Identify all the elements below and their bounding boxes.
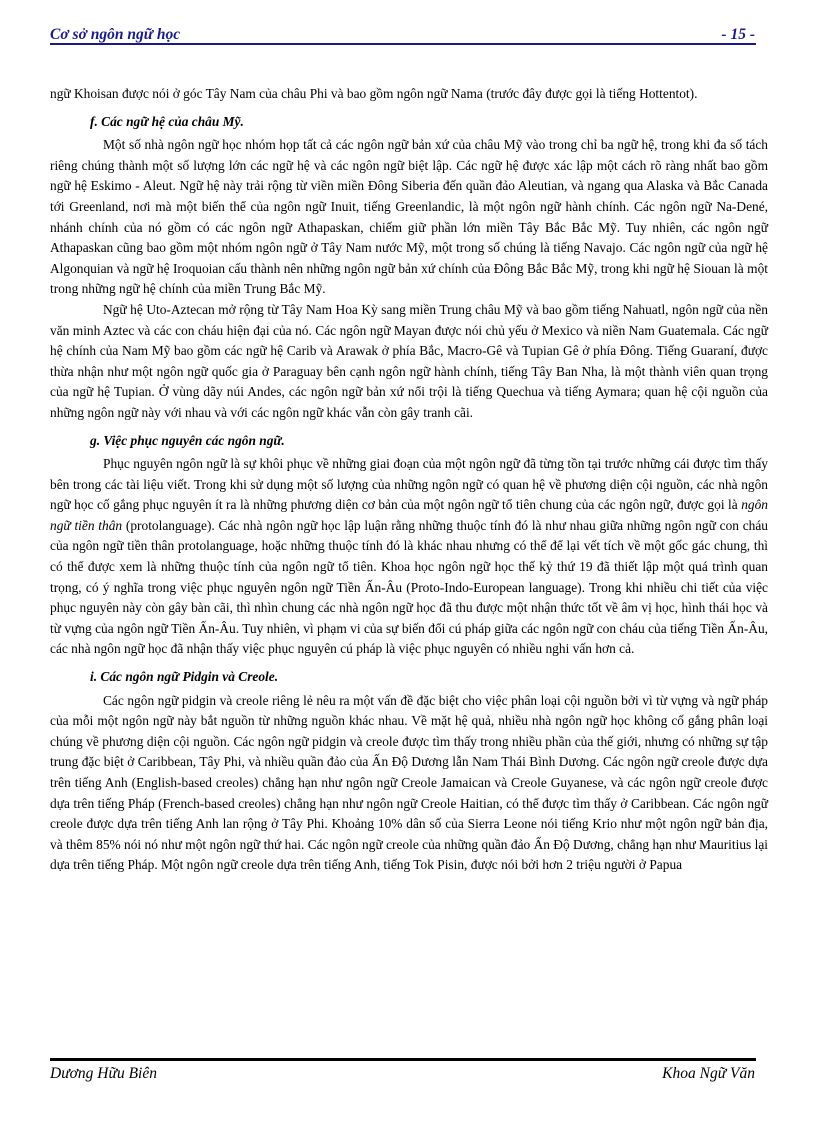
section-g-paragraph-1: [50, 454, 768, 660]
page-number: - 15 -: [721, 26, 755, 43]
section-f-paragraph-2: Ngữ hệ Uto-Aztecan mở rộng từ Tây Nam Hoa Kỳ sang miền Trung châu Mỹ và bao gồm tiếng Nahuatl, ngôn ngữ của nền văn minh Aztec và các con cháu hiện đại của nó. Các ngôn ngữ Mayan được nói chủ yếu ở Mexico và niền Nam Guatemala. Các ngữ hệ chính của Nam Mỹ bao gồm các ngữ hệ Carib và Arawak ở phía Bắc, Macro-Gê và Tupian Gê ở phía Đông. Tiếng Guaraní, được thừa nhận như một ngôn ngữ quốc gia ở Paraguay bên cạnh ngôn ngữ hành chính, tiếng Tây Ban Nha, là một thành viên quan trọng của ngữ hệ Tupian. Ở vùng dãy núi Andes, các ngôn ngữ bản xứ nổi trội là tiếng Quechua và tiếng Aymara; quan hệ cội nguồn của những ngôn ngữ này với nhau và với các ngôn ngữ khác vẫn còn gây tranh cãi.: [50, 301, 768, 420]
section-i-paragraph-1: Các ngôn ngữ pidgin và creole riêng lẻ nêu ra một vấn đề đặc biệt cho việc phân loại cội nguồn bởi vì từ vựng và ngữ pháp của mỗi một ngôn ngữ này bắt nguồn từ những nguồn khác nhau. Về mặt hệ quả, nhiều nhà ngôn ngữ học không cố gắng phân loại chúng về phương diện cội nguồn. Các ngôn ngữ pidgin và creole được tìm thấy trong nhiều phần của thế giới, nhưng có những sự tập trung đặc biệt ở Caribbean, Tây Phi, và nhiều quần đảo của Ấn Độ Dương lẫn Nam Thái Bình Dương. Các ngôn ngữ creole được dựa trên tiếng Anh (English-based creoles) chẳng hạn như ngôn ngữ Creole Jamaican và Creole Guyanese, và các ngôn ngữ creole được dựa trên tiếng Pháp (French-based creoles) chẳng hạn như ngôn ngữ Creole Haitian, có thể được tìm thấy ở Caribbean. Các ngôn ngữ creole được dựa trên tiếng Anh lan rộng ở Tây Phi. Khoảng 10% dân số của Sierra Leone nói tiếng Krio như một ngôn ngữ bản địa, và thêm 85% nói nó như một ngôn ngữ thứ hai. Các ngôn ngữ creole của những quần đảo Ấn Độ Dương, chẳng hạn như Mauritius lại dựa trên tiếng Pháp. Một ngôn ngữ creole dựa trên tiếng Anh, tiếng Tok Pisin, được nói bởi hơn 2 triệu người ở Papua: [50, 692, 768, 873]
section-i-heading: i. Các ngôn ngữ Pidgin và Creole.: [90, 669, 279, 685]
page-header: [50, 26, 755, 44]
section-f-heading: f. Các ngữ hệ của châu Mỹ.: [90, 113, 244, 129]
section-g-heading: g. Việc phục nguyên các ngôn ngữ.: [90, 432, 285, 448]
section-g-text-2: (protolanguage). Các nhà ngôn ngữ học lập luận rằng những thuộc tính đó là như nhau giữa những ngôn ngữ con cháu của ngôn ngữ tiền thân protolanguage, hoặc những thuộc tính đó là khác nhau nhưng có thể để lại vết tích về một gốc gác chung, thì có thể được xem là những thuộc tính của ngôn ngữ tổ tiên. Khoa học ngôn ngữ học thế kỷ thứ 19 đã thiết lập một quá trình quan trọng, có ý nghĩa trong việc phục nguyên ngôn ngữ Tiền Ấn-Âu (Proto-Indo-European language). Trong khi nhiều chi tiết của việc phục nguyên này còn gây bàn cãi, thì nhìn chung các nhà ngôn ngữ học đã thu được một nhận thức tốt về âm vị học, hình thái học và từ vựng của ngôn ngữ Tiền Ấn-Âu. Tuy nhiên, vì phạm vi của sự biến đổi cú pháp giữa các ngôn ngữ con cháu của tiếng Tiền Ấn-Âu, các nhà ngôn ngữ học đã nhận thấy việc phục nguyên cú pháp là việc phục nguyên có nhiều nghi vấn hơn cả.: [50, 517, 769, 657]
section-f-paragraph-1: Một số nhà ngôn ngữ học nhóm họp tất cả các ngôn ngữ bản xứ của châu Mỹ vào trong chỉ ba ngữ hệ, trong khi đa số tách riêng chúng thành một số lượng lớn các ngữ hệ và các ngôn ngữ biệt lập. Các ngữ hệ được xác lập một cách rõ ràng nhất bao gồm ngữ hệ Eskimo - Aleut. Ngữ hệ này trải rộng từ viền miền Đông Siberia đến quần đảo Aleutian, và ngang qua Alaska và Bắc Canada tới Greenland, nơi mà một biến thể của ngôn ngữ Inuit, tiếng Greenlandic, là một ngôn ngữ hành chính. Các ngôn ngữ Na-Dené, nhánh chính của nó gồm có các ngôn ngữ Athapaskan, chiếm giữ phần lớn miền Tây Bắc Bắc Mỹ. Tuy nhiên, các ngôn ngữ Athapaskan cũng bao gồm một nhóm ngôn ngữ ở Tây Nam nước Mỹ, một trong số chúng là tiếng Navajo. Các ngôn ngữ của ngữ hệ Algonquian và ngữ hệ Iroquoian cấu thành nên những ngôn ngữ bản xứ chính của Đông Bắc Bắc Mỹ, trong khi ngữ hệ Siouan là một trong những ngữ hệ chính của miền Trung Bắc Mỹ.: [50, 137, 768, 297]
intro-paragraph: ngữ Khoisan được nói ở góc Tây Nam của châu Phi và bao gồm ngôn ngữ Nama (trước đây được gọi là tiếng Hottentot).: [50, 86, 698, 101]
footer-faculty: Khoa Ngữ Văn: [662, 1065, 755, 1082]
footer-author: Dương Hữu Biên: [50, 1065, 157, 1082]
header-rule: [50, 43, 756, 45]
footer-rule: [50, 1058, 756, 1061]
protolanguage-term: ngôn ngữ tiền thân: [50, 497, 768, 533]
header-title: Cơ sở ngôn ngữ học: [50, 26, 181, 43]
page-content: [50, 84, 768, 876]
section-g-text-1: Phục nguyên ngôn ngữ là sự khôi phục về những giai đoạn của một ngôn ngữ đã từng tồn tại trước những cái được tìm thấy bên trong các tài liệu viết. Trong khi sử dụng một số lượng của những ngôn ngữ có quan hệ về phương diện cội nguồn, các nhà ngôn ngữ học cố gắng phục nguyên ít ra là những phương diện cơ bản của một ngôn ngữ tổ tiên chung của các ngôn ngữ, được gọi là: [50, 456, 768, 513]
